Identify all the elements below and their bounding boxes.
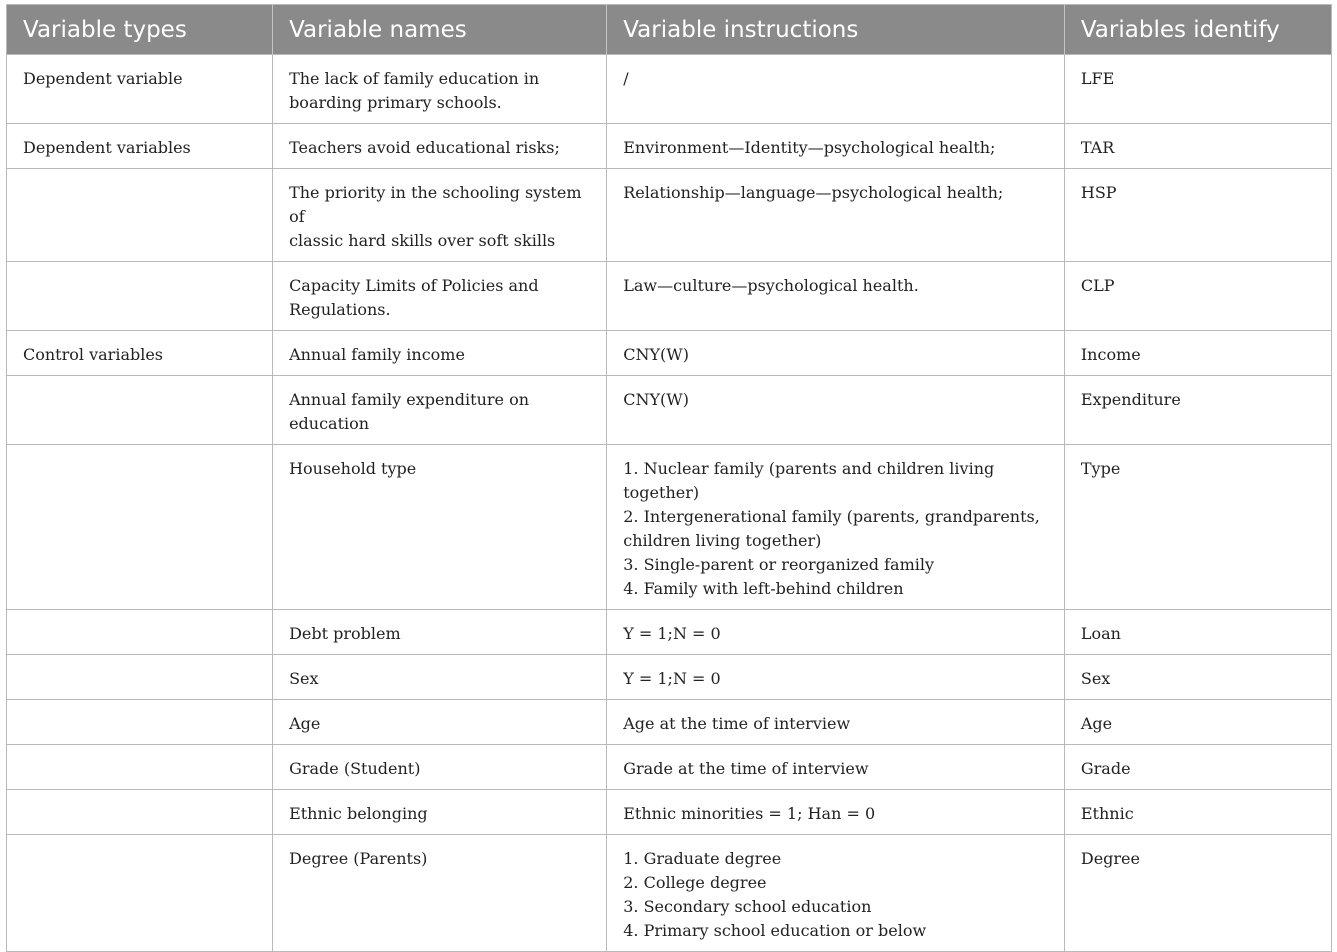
cell-variable-type: [7, 745, 273, 790]
cell-variable-name: [273, 790, 607, 835]
cell-variable-instructions: [607, 745, 1065, 790]
header-variable-names: Variable names: [273, 5, 607, 55]
variable-name-line: Annual family expenditure on education: [289, 390, 530, 433]
cell-variable-identifier: Age: [1064, 700, 1331, 745]
table-row: [7, 376, 1332, 445]
variables-table: [6, 4, 1332, 952]
cell-variable-type: [7, 610, 273, 655]
instruction-line: 2. College degree: [623, 873, 767, 892]
table-row: [7, 262, 1332, 331]
cell-variable-instructions: [607, 124, 1065, 169]
table-row: [7, 700, 1332, 745]
cell-variable-instructions: [607, 700, 1065, 745]
variable-name-line: boarding primary schools.: [289, 93, 502, 112]
cell-variable-name: [273, 835, 607, 952]
variable-name-line: Grade (Student): [289, 759, 421, 778]
table-row: [7, 169, 1332, 262]
variable-name-line: Debt problem: [289, 624, 401, 643]
cell-variable-name: [273, 376, 607, 445]
cell-variable-name: [273, 610, 607, 655]
instruction-line: Law—culture—psychological health.: [623, 276, 919, 295]
header-variables-identify: Variables identify: [1064, 5, 1331, 55]
instruction-line: 2. Intergenerational family (parents, grandparents,: [623, 507, 1040, 526]
instruction-line: 1. Graduate degree: [623, 849, 782, 868]
cell-variable-name: [273, 445, 607, 610]
variable-name-line: Capacity Limits of Policies and: [289, 276, 539, 295]
cell-variable-type: [7, 262, 273, 331]
header-row: [7, 5, 1332, 55]
cell-variable-identifier: Ethnic: [1064, 790, 1331, 835]
instruction-line: Relationship—language—psychological health;: [623, 183, 1004, 202]
cell-variable-identifier: Sex: [1064, 655, 1331, 700]
header-variable-types: Variable types: [7, 5, 273, 55]
cell-variable-instructions: [607, 376, 1065, 445]
cell-variable-name: [273, 745, 607, 790]
table-row: [7, 835, 1332, 952]
cell-variable-identifier: TAR: [1064, 124, 1331, 169]
table-row: [7, 331, 1332, 376]
variable-name-line: The lack of family education in: [289, 69, 540, 88]
variable-name-line: Sex: [289, 669, 319, 688]
instruction-line: 3. Single-parent or reorganized family: [623, 555, 935, 574]
cell-variable-identifier: CLP: [1064, 262, 1331, 331]
cell-variable-name: [273, 55, 607, 124]
cell-variable-type: [7, 700, 273, 745]
cell-variable-instructions: [607, 331, 1065, 376]
cell-variable-instructions: [607, 169, 1065, 262]
table-row: [7, 790, 1332, 835]
header-variable-instructions: Variable instructions: [607, 5, 1065, 55]
cell-variable-identifier: HSP: [1064, 169, 1331, 262]
cell-variable-instructions: [607, 835, 1065, 952]
cell-variable-type: [7, 835, 273, 952]
cell-variable-name: [273, 262, 607, 331]
cell-variable-type: Dependent variables: [7, 124, 273, 169]
cell-variable-type: [7, 655, 273, 700]
cell-variable-identifier: Expenditure: [1064, 376, 1331, 445]
cell-variable-name: [273, 331, 607, 376]
variable-name-line: Teachers avoid educational risks;: [289, 138, 560, 157]
table-row: [7, 610, 1332, 655]
cell-variable-identifier: Income: [1064, 331, 1331, 376]
cell-variable-type: Control variables: [7, 331, 273, 376]
table-body: [7, 55, 1332, 952]
instruction-line: Ethnic minorities = 1; Han = 0: [623, 804, 876, 823]
cell-variable-instructions: [607, 655, 1065, 700]
cell-variable-identifier: Type: [1064, 445, 1331, 610]
cell-variable-identifier: LFE: [1064, 55, 1331, 124]
variable-name-line: Annual family income: [289, 345, 465, 364]
table-row: [7, 124, 1332, 169]
instruction-line: 1. Nuclear family (parents and children living together): [623, 459, 995, 502]
table-row: [7, 655, 1332, 700]
variable-name-line: Degree (Parents): [289, 849, 428, 868]
cell-variable-instructions: [607, 55, 1065, 124]
cell-variable-name: [273, 169, 607, 262]
variable-name-line: Age: [289, 714, 321, 733]
table-header: [7, 5, 1332, 55]
variable-name-line: Ethnic belonging: [289, 804, 428, 823]
table-row: [7, 445, 1332, 610]
instruction-line: /: [623, 69, 629, 88]
cell-variable-identifier: Degree: [1064, 835, 1331, 952]
cell-variable-type: Dependent variable: [7, 55, 273, 124]
table-container: [6, 4, 1332, 952]
instruction-line: 4. Primary school education or below: [623, 921, 927, 940]
instruction-line: 3. Secondary school education: [623, 897, 872, 916]
variable-name-line: The priority in the schooling system of: [289, 183, 582, 226]
cell-variable-instructions: [607, 445, 1065, 610]
instruction-line: Grade at the time of interview: [623, 759, 869, 778]
cell-variable-identifier: Grade: [1064, 745, 1331, 790]
instruction-line: children living together): [623, 531, 822, 550]
cell-variable-type: [7, 376, 273, 445]
cell-variable-name: [273, 655, 607, 700]
table-row: [7, 55, 1332, 124]
variable-name-line: Regulations.: [289, 300, 391, 319]
cell-variable-name: [273, 700, 607, 745]
cell-variable-name: [273, 124, 607, 169]
cell-variable-type: [7, 445, 273, 610]
instruction-line: Y = 1;N = 0: [623, 669, 721, 688]
variable-name-line: Household type: [289, 459, 417, 478]
cell-variable-type: [7, 790, 273, 835]
instruction-line: Y = 1;N = 0: [623, 624, 721, 643]
cell-variable-instructions: [607, 790, 1065, 835]
cell-variable-identifier: Loan: [1064, 610, 1331, 655]
instruction-line: Age at the time of interview: [623, 714, 851, 733]
cell-variable-instructions: [607, 262, 1065, 331]
table-row: [7, 745, 1332, 790]
instruction-line: CNY(W): [623, 390, 689, 409]
instruction-line: 4. Family with left-behind children: [623, 579, 904, 598]
variable-name-line: classic hard skills over soft skills: [289, 231, 556, 250]
instruction-line: Environment—Identity—psychological health;: [623, 138, 996, 157]
cell-variable-type: [7, 169, 273, 262]
cell-variable-instructions: [607, 610, 1065, 655]
instruction-line: CNY(W): [623, 345, 689, 364]
